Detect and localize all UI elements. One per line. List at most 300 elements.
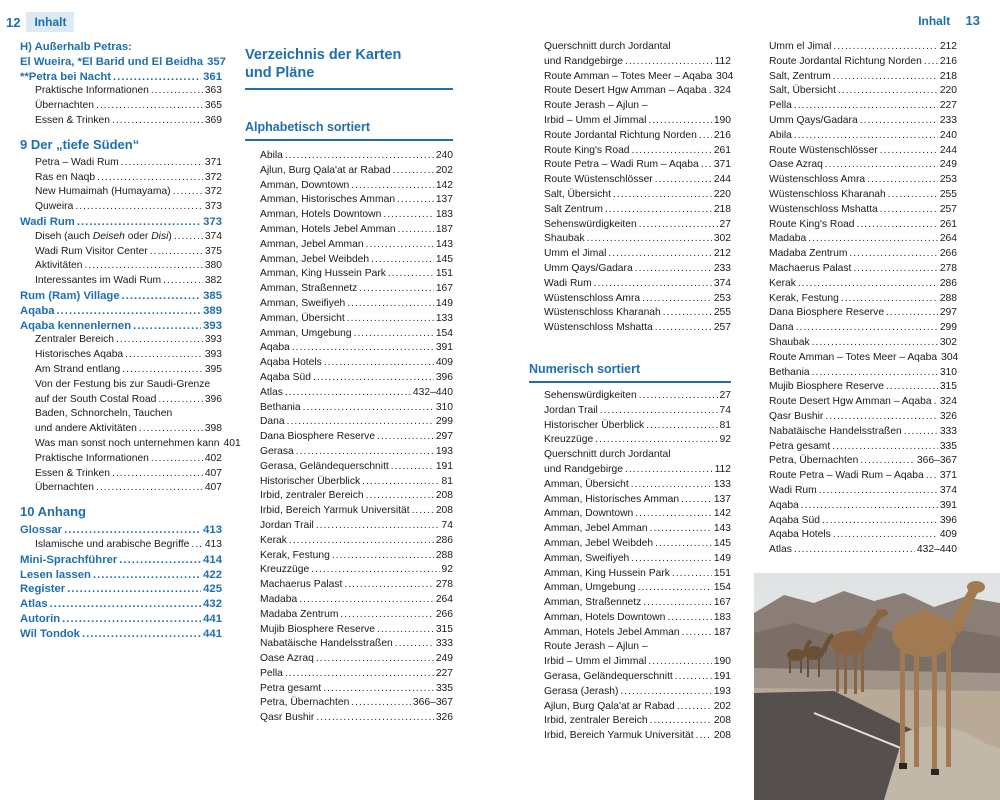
page-number: 233 bbox=[713, 262, 731, 274]
leader-dots bbox=[635, 507, 712, 522]
toc-entry[interactable] bbox=[544, 55, 731, 70]
toc-entry[interactable] bbox=[544, 389, 731, 404]
toc-entry[interactable] bbox=[769, 203, 957, 218]
toc-entry[interactable] bbox=[544, 640, 731, 655]
toc-entry[interactable] bbox=[544, 507, 731, 522]
page-number: 81 bbox=[441, 475, 453, 487]
entry-title: Route Jerash – Ajlun – bbox=[544, 100, 648, 112]
leader-dots bbox=[311, 563, 439, 578]
page-number: 81 bbox=[719, 419, 731, 431]
toc-entry[interactable] bbox=[769, 499, 957, 514]
toc-entry[interactable] bbox=[544, 277, 731, 292]
toc-entry[interactable] bbox=[544, 188, 731, 203]
entry-title: Route Jerash – Ajlun – bbox=[544, 641, 648, 653]
leader-dots bbox=[934, 395, 938, 410]
toc-entry[interactable]: Von der Festung bis zur Saudi-Grenze bbox=[35, 378, 211, 390]
toc-entry[interactable] bbox=[544, 158, 731, 173]
toc-entry[interactable] bbox=[260, 238, 453, 253]
toc-entry[interactable] bbox=[260, 563, 453, 578]
entry-title: Shaubak bbox=[769, 336, 810, 348]
toc-entry[interactable] bbox=[260, 430, 453, 445]
leader-dots bbox=[832, 440, 938, 455]
entry-title: Wadi Rum bbox=[544, 277, 592, 289]
toc-entry[interactable] bbox=[544, 321, 731, 336]
toc-entry[interactable] bbox=[260, 327, 453, 342]
page-number: 193 bbox=[713, 685, 731, 697]
page-number: 233 bbox=[939, 114, 957, 126]
left-section-tag: Inhalt bbox=[26, 12, 74, 32]
page-number: 432–440 bbox=[916, 544, 957, 556]
entry-title: Amman, Jebel Amman bbox=[260, 238, 364, 250]
camels-illustration bbox=[754, 573, 1000, 800]
camels-photo bbox=[754, 573, 1000, 800]
leader-dots bbox=[635, 262, 712, 277]
toc-entry[interactable] bbox=[544, 670, 731, 685]
leader-dots bbox=[323, 682, 434, 697]
page-number: 249 bbox=[939, 159, 957, 171]
toc-entry[interactable] bbox=[544, 203, 731, 218]
toc-entry[interactable] bbox=[544, 611, 731, 626]
toc-entry[interactable]: El Wueira, *El Barid und El Beidha 357 bbox=[20, 55, 226, 68]
toc-entry[interactable] bbox=[544, 552, 731, 567]
toc-entry[interactable] bbox=[20, 171, 222, 186]
chapter-heading: 10 Anhang bbox=[20, 504, 86, 520]
leader-dots bbox=[867, 173, 938, 188]
page-number: 240 bbox=[939, 129, 957, 141]
toc-entry[interactable] bbox=[544, 70, 734, 85]
toc-entry[interactable] bbox=[544, 173, 731, 188]
toc-entry[interactable] bbox=[769, 144, 957, 159]
toc-entry[interactable] bbox=[20, 582, 222, 597]
entry-title: Aqaba bbox=[769, 499, 799, 511]
toc-entry[interactable] bbox=[769, 380, 957, 395]
page-number: 266 bbox=[435, 608, 453, 620]
entry-title: Petra, Übernachten bbox=[260, 697, 350, 709]
toc-entry[interactable] bbox=[260, 489, 453, 504]
leader-dots bbox=[383, 208, 433, 223]
toc-entry[interactable] bbox=[260, 445, 453, 460]
leader-dots bbox=[648, 655, 711, 670]
entry-title: Irbid – Umm el Jimmal bbox=[544, 656, 647, 668]
toc-entry[interactable] bbox=[260, 149, 453, 164]
toc-entry[interactable] bbox=[769, 336, 957, 351]
toc-entry[interactable] bbox=[544, 144, 731, 159]
toc-entry[interactable] bbox=[20, 627, 222, 642]
toc-entry[interactable] bbox=[544, 537, 731, 552]
entry-title: Historischer Überblick bbox=[544, 419, 645, 431]
toc-entry[interactable] bbox=[544, 655, 731, 670]
page-number: 74 bbox=[441, 519, 453, 531]
page-number: 208 bbox=[435, 505, 453, 517]
entry-title: Amman, Jebel Weibdeh bbox=[260, 253, 370, 265]
toc-entry[interactable] bbox=[260, 519, 453, 534]
leader-dots bbox=[631, 478, 712, 493]
page-number: 133 bbox=[435, 312, 453, 324]
toc-entry[interactable] bbox=[769, 158, 957, 173]
toc-entry[interactable] bbox=[260, 401, 453, 416]
entry-title: Umm el Jimal bbox=[769, 41, 832, 52]
page-number: 371 bbox=[939, 470, 957, 482]
page-number: 137 bbox=[713, 493, 731, 505]
toc-entry[interactable] bbox=[260, 637, 453, 652]
entry-title: Amman, Übersicht bbox=[544, 478, 629, 490]
page-number: 286 bbox=[435, 534, 453, 546]
toc-entry[interactable] bbox=[260, 386, 453, 401]
toc-entry[interactable] bbox=[260, 549, 453, 564]
entry-title: Aqaba Hotels bbox=[260, 357, 322, 369]
entry-title: Praktische Informationen bbox=[35, 452, 149, 464]
toc-entry[interactable] bbox=[769, 173, 957, 188]
toc-entry[interactable] bbox=[20, 99, 222, 114]
toc-entry[interactable] bbox=[769, 114, 957, 129]
toc-entry[interactable] bbox=[544, 262, 731, 277]
toc-entry[interactable] bbox=[260, 711, 453, 726]
toc-entry[interactable] bbox=[769, 410, 957, 425]
entry-title: Amman, Jebel Weibdeh bbox=[544, 537, 654, 549]
page-number: 395 bbox=[204, 363, 222, 375]
leader-dots bbox=[97, 171, 203, 186]
toc-entry[interactable] bbox=[544, 567, 731, 582]
leader-dots bbox=[285, 667, 434, 682]
entry-title: Kerak bbox=[260, 534, 287, 546]
entry-title: Interessantes im Wadi Rum bbox=[35, 275, 162, 287]
toc-entry[interactable]: Glossar ..... 413 bbox=[20, 523, 222, 538]
leader-dots bbox=[75, 200, 202, 215]
toc-entry[interactable] bbox=[769, 543, 957, 558]
toc-entry[interactable] bbox=[769, 395, 957, 410]
toc-entry[interactable] bbox=[260, 341, 453, 356]
page-number: 151 bbox=[713, 567, 731, 579]
leader-dots bbox=[819, 484, 938, 499]
toc-entry[interactable] bbox=[20, 185, 222, 200]
toc-entry[interactable] bbox=[260, 356, 453, 371]
right-section-tag: Inhalt bbox=[918, 14, 951, 28]
toc-entry[interactable] bbox=[769, 277, 957, 292]
toc-entry[interactable] bbox=[260, 534, 453, 549]
toc-entry[interactable] bbox=[769, 262, 957, 277]
leader-dots bbox=[121, 156, 203, 171]
leader-dots bbox=[608, 247, 711, 262]
leader-dots bbox=[808, 232, 938, 247]
toc-entry[interactable] bbox=[260, 504, 453, 519]
alphabetical-heading: Alphabetisch sortiert bbox=[245, 120, 371, 134]
toc-entry[interactable]: Aqaba ..... 389 bbox=[20, 304, 222, 319]
toc-entry[interactable] bbox=[544, 626, 731, 641]
toc-entry[interactable] bbox=[544, 581, 731, 596]
entry-title: Dana Biosphere Reserve bbox=[769, 307, 885, 319]
toc-entry[interactable] bbox=[769, 55, 957, 70]
toc-entry[interactable]: Baden, Schnorcheln, Tauchen bbox=[35, 408, 173, 420]
toc-entry[interactable] bbox=[544, 714, 731, 729]
leader-dots bbox=[173, 185, 203, 200]
page-number: 432–440 bbox=[412, 386, 453, 398]
entry-title: Amman, Übersicht bbox=[260, 312, 345, 324]
toc-entry[interactable] bbox=[769, 232, 957, 247]
toc-entry[interactable] bbox=[544, 700, 731, 715]
toc-entry[interactable] bbox=[544, 478, 731, 493]
page-number: 371 bbox=[713, 159, 731, 171]
entry-title: Amman, Downtown bbox=[260, 179, 350, 191]
toc-entry[interactable] bbox=[260, 608, 453, 623]
entry-title: Ajlun, Burg Qala'at ar Rabad bbox=[260, 164, 391, 176]
toc-entry[interactable] bbox=[544, 463, 731, 478]
toc-entry[interactable] bbox=[260, 696, 453, 711]
toc-entry[interactable] bbox=[544, 493, 731, 508]
leader-dots bbox=[825, 410, 937, 425]
toc-entry[interactable] bbox=[20, 553, 222, 568]
toc-entry[interactable] bbox=[260, 223, 453, 238]
toc-entry[interactable] bbox=[20, 612, 222, 627]
toc-entry[interactable] bbox=[260, 460, 453, 475]
toc-entry[interactable] bbox=[544, 404, 731, 419]
toc-entry[interactable] bbox=[544, 292, 731, 307]
entry-title: Irbid – Umm el Jimmal bbox=[544, 114, 647, 126]
leader-dots bbox=[398, 223, 434, 238]
entry-title: Amman, Historisches Amman bbox=[260, 194, 396, 206]
toc-entry[interactable] bbox=[544, 729, 731, 744]
toc-entry[interactable] bbox=[260, 253, 453, 268]
leader-dots bbox=[667, 611, 711, 626]
toc-entry[interactable] bbox=[260, 667, 453, 682]
leader-dots bbox=[359, 282, 434, 297]
page-number: 302 bbox=[939, 336, 957, 348]
entry-title: Wüstenschloss Amra bbox=[769, 174, 866, 186]
toc-entry[interactable] bbox=[769, 469, 957, 484]
toc-entry[interactable] bbox=[769, 188, 957, 203]
leader-dots bbox=[639, 389, 718, 404]
toc-entry[interactable] bbox=[260, 415, 453, 430]
leader-dots bbox=[886, 306, 938, 321]
toc-entry[interactable] bbox=[769, 292, 957, 307]
toc-entry[interactable] bbox=[260, 297, 453, 312]
toc-entry[interactable] bbox=[20, 230, 222, 245]
leader-dots bbox=[600, 404, 718, 419]
leader-dots bbox=[904, 425, 938, 440]
toc-entry[interactable] bbox=[260, 475, 453, 490]
toc-entry[interactable] bbox=[769, 129, 957, 144]
toc-entry[interactable] bbox=[20, 568, 222, 583]
toc-entry[interactable] bbox=[260, 179, 453, 194]
toc-entry[interactable] bbox=[544, 685, 731, 700]
toc-entry[interactable] bbox=[544, 40, 731, 55]
toc-entry[interactable] bbox=[20, 437, 241, 452]
toc-entry[interactable] bbox=[544, 114, 731, 129]
page-number: 299 bbox=[435, 416, 453, 428]
toc-entry[interactable] bbox=[260, 682, 453, 697]
page-number: 425 bbox=[203, 583, 222, 596]
leader-dots bbox=[351, 179, 434, 194]
toc-entry[interactable] bbox=[544, 448, 731, 463]
toc-entry[interactable] bbox=[20, 84, 222, 99]
entry-title: Gerasa (Jerash) bbox=[544, 685, 619, 697]
toc-entry[interactable] bbox=[20, 114, 222, 129]
toc-entry[interactable] bbox=[544, 433, 731, 448]
toc-entry[interactable] bbox=[544, 247, 731, 262]
page-number: 143 bbox=[435, 238, 453, 250]
toc-entry[interactable] bbox=[260, 208, 453, 223]
toc-entry[interactable] bbox=[20, 274, 222, 289]
toc-entry[interactable] bbox=[769, 306, 957, 321]
page-number: 365 bbox=[204, 100, 222, 112]
toc-entry[interactable] bbox=[769, 70, 957, 85]
entry-title: Bethania bbox=[260, 401, 301, 413]
page-number: 409 bbox=[435, 357, 453, 369]
entry-title: Wadi Rum Visitor Center bbox=[35, 245, 148, 257]
toc-entry[interactable] bbox=[544, 419, 731, 434]
entry-title: Route Jordantal Richtung Norden bbox=[544, 129, 697, 141]
entry-title: Aqaba Süd bbox=[260, 371, 311, 383]
leader-dots bbox=[798, 277, 938, 292]
page-number: 264 bbox=[435, 593, 453, 605]
toc-entry[interactable] bbox=[769, 440, 957, 455]
toc-entry[interactable] bbox=[769, 99, 957, 114]
leader-dots bbox=[316, 652, 434, 667]
toc-entry[interactable] bbox=[20, 348, 222, 363]
page-number: 202 bbox=[435, 164, 453, 176]
toc-entry[interactable] bbox=[769, 425, 957, 440]
leader-dots bbox=[62, 612, 201, 627]
toc-entry[interactable] bbox=[260, 164, 453, 179]
toc-entry[interactable] bbox=[20, 363, 222, 378]
entry-title: Quweira bbox=[35, 201, 74, 213]
entry-title: Umm Qays/Gadara bbox=[769, 114, 858, 126]
page-number: 326 bbox=[939, 410, 957, 422]
toc-entry[interactable] bbox=[544, 522, 731, 537]
page-number: 261 bbox=[713, 144, 731, 156]
toc-entry[interactable]: Rum (Ram) Village ..... 385 bbox=[20, 289, 222, 304]
page-number: 216 bbox=[939, 55, 957, 67]
leader-dots bbox=[838, 84, 938, 99]
toc-entry[interactable] bbox=[769, 321, 957, 336]
entry-title: Lesen lassen bbox=[20, 568, 91, 581]
toc-entry[interactable] bbox=[769, 351, 957, 366]
toc-entry[interactable] bbox=[544, 596, 731, 611]
leader-dots bbox=[833, 528, 938, 543]
page-number: 187 bbox=[435, 223, 453, 235]
toc-entry[interactable] bbox=[769, 40, 957, 55]
toc-entry[interactable] bbox=[20, 467, 222, 482]
toc-entry[interactable] bbox=[260, 312, 453, 327]
toc-entry[interactable] bbox=[544, 84, 731, 99]
entry-title: Atlas bbox=[769, 544, 792, 556]
page-number: 208 bbox=[713, 715, 731, 727]
toc-entry[interactable]: auf der South Costal Road ..... 396 bbox=[20, 393, 222, 408]
page-number: 112 bbox=[714, 55, 731, 67]
page-number: 92 bbox=[719, 434, 731, 446]
leader-dots bbox=[655, 321, 712, 336]
entry-title: Aqaba Hotels bbox=[769, 529, 831, 541]
toc-entry[interactable] bbox=[260, 593, 453, 608]
toc-entry[interactable] bbox=[769, 84, 957, 99]
page-number: 244 bbox=[713, 174, 731, 186]
entry-title: Amman, Umgebung bbox=[260, 327, 352, 339]
entry-title: Kreuzzüge bbox=[260, 564, 310, 576]
toc-entry[interactable] bbox=[260, 267, 453, 282]
page-number: 407 bbox=[204, 467, 222, 479]
toc-entry[interactable] bbox=[20, 481, 222, 496]
page-number: 253 bbox=[713, 292, 731, 304]
entry-title: Amman, Sweifiyeh bbox=[544, 552, 630, 564]
entry-title: Petra gesamt bbox=[260, 682, 322, 694]
toc-entry[interactable] bbox=[260, 282, 453, 297]
entry-title: Amman, Hotels Jebel Amman bbox=[544, 626, 680, 638]
entry-title: Wüstenschloss Mshatta bbox=[544, 322, 653, 334]
toc-entry[interactable] bbox=[260, 193, 453, 208]
toc-entry[interactable] bbox=[769, 247, 957, 262]
toc-entry[interactable] bbox=[769, 218, 957, 233]
entry-title: Qasr Bushir bbox=[769, 410, 824, 422]
leader-dots bbox=[643, 596, 712, 611]
toc-entry[interactable] bbox=[544, 129, 731, 144]
toc-entry[interactable] bbox=[769, 528, 957, 543]
toc-entry[interactable] bbox=[20, 156, 222, 171]
entry-title: Machaerus Palast bbox=[769, 262, 852, 274]
toc-entry[interactable] bbox=[544, 306, 731, 321]
leader-dots bbox=[96, 481, 203, 496]
toc-entry[interactable] bbox=[260, 371, 453, 386]
toc-entry[interactable]: Islamische und arabische Begriffe ..... 413 bbox=[20, 538, 222, 553]
entry-title: Übernachten bbox=[35, 482, 94, 494]
leader-dots bbox=[351, 696, 411, 711]
toc-entry[interactable] bbox=[260, 623, 453, 638]
page-number: 244 bbox=[939, 144, 957, 156]
toc-entry[interactable] bbox=[20, 333, 222, 348]
toc-entry[interactable]: Wadi Rum ..... 373 bbox=[20, 215, 222, 230]
toc-entry[interactable]: und andere Aktivitäten ..... 398 bbox=[20, 422, 222, 437]
toc-entry[interactable] bbox=[20, 259, 222, 274]
toc-entry[interactable]: **Petra bei Nacht ..... 361 bbox=[20, 70, 222, 85]
toc-entry[interactable] bbox=[260, 652, 453, 667]
leader-dots bbox=[163, 274, 203, 289]
toc-entry[interactable] bbox=[769, 454, 957, 469]
leader-dots bbox=[638, 581, 712, 596]
toc-entry[interactable] bbox=[769, 514, 957, 529]
page-number: 432 bbox=[203, 598, 222, 611]
page-number: 212 bbox=[939, 41, 957, 52]
toc-entry[interactable]: H) Außerhalb Petras: bbox=[20, 41, 132, 53]
toc-entry[interactable] bbox=[769, 484, 957, 499]
leader-dots bbox=[287, 415, 434, 430]
page-number: 373 bbox=[204, 201, 222, 213]
page-number: 374 bbox=[204, 230, 222, 242]
toc-entry[interactable] bbox=[260, 578, 453, 593]
leader-dots bbox=[377, 430, 434, 445]
leader-dots bbox=[85, 259, 203, 274]
leader-dots bbox=[709, 84, 712, 99]
toc-entry[interactable] bbox=[20, 452, 222, 467]
toc-entry[interactable] bbox=[769, 366, 957, 381]
toc-entry[interactable] bbox=[544, 232, 731, 247]
leader-dots bbox=[285, 386, 411, 401]
toc-entry[interactable] bbox=[20, 200, 222, 215]
toc-entry[interactable]: Aqaba kennenlernen ..... 393 bbox=[20, 319, 222, 334]
toc-entry[interactable] bbox=[20, 245, 222, 260]
leader-dots bbox=[632, 144, 712, 159]
leader-dots bbox=[119, 553, 201, 568]
page-number: 414 bbox=[203, 553, 222, 566]
entry-title: Mini-Sprachführer bbox=[20, 553, 118, 566]
toc-entry[interactable] bbox=[20, 597, 222, 612]
toc-entry[interactable] bbox=[544, 99, 731, 114]
leader-dots bbox=[324, 356, 434, 371]
leader-dots bbox=[96, 99, 203, 114]
leader-dots bbox=[857, 218, 938, 233]
leader-dots bbox=[812, 336, 938, 351]
leader-dots bbox=[594, 277, 712, 292]
toc-entry[interactable] bbox=[544, 218, 731, 233]
entry-title: Wüstenschloss Kharanah bbox=[544, 307, 661, 319]
entry-title: und Randgebirge bbox=[544, 463, 624, 475]
